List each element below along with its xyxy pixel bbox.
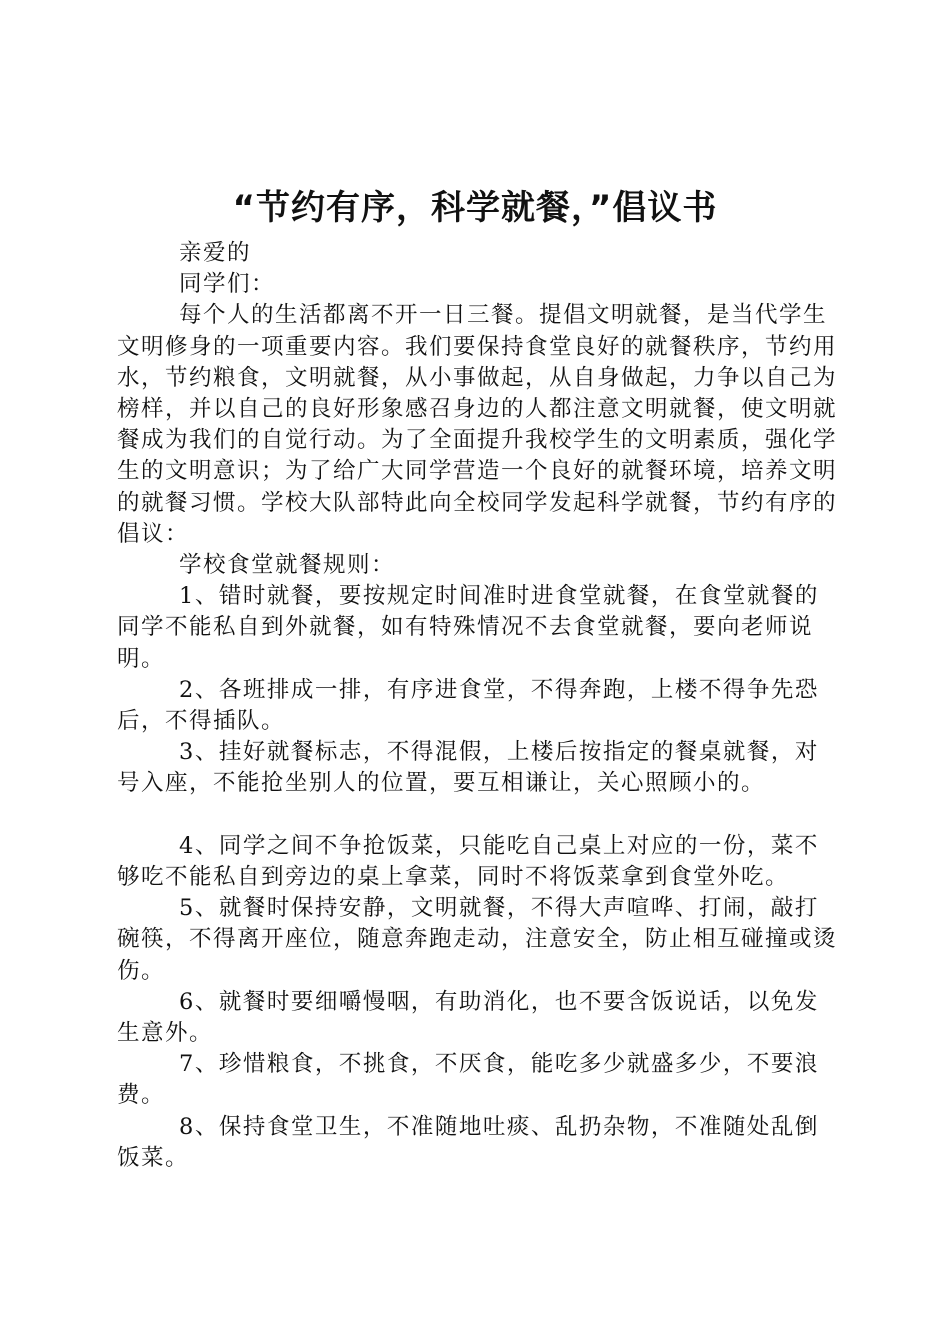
- salutation-line-2: 同学们：: [179, 271, 276, 298]
- salutation-line-1: 亲爱的: [179, 240, 252, 266]
- rule-item: 7、珍惜粮食，不挑食，不厌食，能吃多少就盛多少，不要浪费。: [117, 1051, 819, 1109]
- rule-item: 1、错时就餐，要按规定时间准时进食堂就餐，在食堂就餐的同学不能私自到外就餐，如有特殊情况不去食堂就餐，要向老师说明。: [117, 583, 819, 672]
- rule-item: 5、就餐时保持安静，文明就餐，不得大声喧哗、打闹，敲打碗筷，不得离开座位，随意奔跑走动，注意安全，防止相互碰撞或烫伤。: [117, 895, 838, 984]
- intro-paragraph: 每个人的生活都离不开一日三餐。提倡文明就餐，是当代学生文明修身的一项重要内容。我们要保持食堂良好的就餐秩序，节约用水，节约粮食，文明就餐，从小事做起，从自身做起，力争以自己为榜样，并以自己的良好形象感召身边的人都注意文明就餐，使文明就餐成为我们的自觉行动。为了全面提升我校学生的文明素质，强化学生的文明意识；为了给广大同学营造一个良好的就餐环境，培养文明的就餐习惯。学校大队部特此向全校同学发起科学就餐，节约有序的倡议：: [117, 302, 838, 547]
- rule-item: 8、保持食堂卫生，不准随地吐痰、乱扔杂物，不准随处乱倒饭菜。: [117, 1113, 819, 1171]
- rule-item: 6、就餐时要细嚼慢咽，有助消化，也不要含饭说话，以免发生意外。: [117, 988, 819, 1047]
- rules-heading: 学校食堂就餐规则：: [179, 552, 396, 579]
- rule-item: 2、各班排成一排，有序进食堂，不得奔跑，上楼不得争先恐后，不得插队。: [117, 676, 819, 735]
- rule-item: 4、同学之间不争抢饭菜，只能吃自己桌上对应的一份，菜不够吃不能私自到旁边的桌上拿菜，同时不将饭菜拿到食堂外吃。: [117, 832, 819, 891]
- rule-item: 3、挂好就餐标志，不得混假，上楼后按指定的餐桌就餐，对号入座，不能抢坐别人的位置，要互相谦让，关心照顾小的。: [117, 739, 819, 797]
- document-title: “节约有序，科学就餐，”倡议书: [232, 188, 718, 228]
- document-body: [117, 238, 842, 1174]
- blank-line: [117, 800, 842, 831]
